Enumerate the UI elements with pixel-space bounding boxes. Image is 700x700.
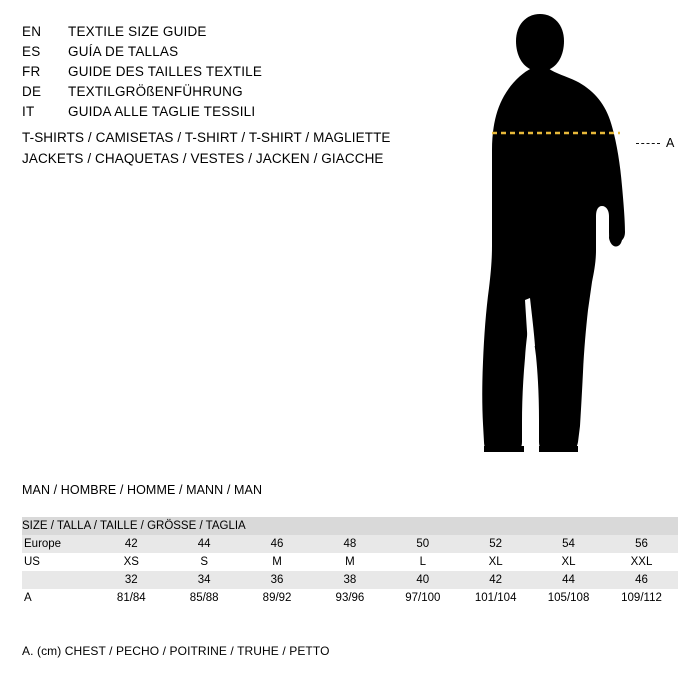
language-code: FR [22,64,41,79]
silhouette-svg [470,10,690,470]
footnote-chest: A. (cm) CHEST / PECHO / POITRINE / TRUHE / PETTO [22,644,330,658]
table-cell: 32 [95,571,168,589]
language-title: GUIDA ALLE TAGLIE TESSILI [68,104,256,119]
language-title: TEXTILE SIZE GUIDE [68,24,207,39]
language-code: IT [22,104,35,119]
table-cell: 42 [95,535,168,553]
language-title: TEXTILGRÖßENFÜHRUNG [68,84,243,99]
language-title: GUIDE DES TAILLES TEXTILE [68,64,263,79]
table-cell: 52 [459,535,532,553]
table-cell: 34 [168,571,241,589]
table-cell: 46 [241,535,314,553]
row-label-a: A [22,589,95,607]
table-cell: XXL [605,553,678,571]
category-line-tshirts: T-SHIRTS / CAMISETAS / T-SHIRT / T-SHIRT / MAGLIETTE [22,130,391,145]
table-cell: XL [532,553,605,571]
row-label-us: US [22,553,95,571]
table-cell: M [241,553,314,571]
table-cell: XL [459,553,532,571]
table-cell: 38 [314,571,387,589]
table-cell: 42 [459,571,532,589]
table-cell: 105/108 [532,589,605,607]
table-cell: M [314,553,387,571]
table-cell: 97/100 [386,589,459,607]
size-table-wrapper [22,517,678,607]
table-cell: 85/88 [168,589,241,607]
table-row [22,535,678,553]
table-cell: L [386,553,459,571]
language-title-block [22,22,442,122]
table-cell: 50 [386,535,459,553]
table-cell: 48 [314,535,387,553]
table-cell: 54 [532,535,605,553]
category-block [22,127,482,169]
table-cell: 89/92 [241,589,314,607]
row-label-us-numeric [22,571,95,589]
language-title: GUÍA DE TALLAS [68,44,179,59]
size-table [22,517,678,607]
table-cell: 93/96 [314,589,387,607]
language-code: ES [22,44,41,59]
table-cell: 56 [605,535,678,553]
table-cell: 40 [386,571,459,589]
table-row [22,571,678,589]
body-silhouette-figure [470,10,690,470]
language-row [22,42,442,62]
silhouette-shape [482,14,625,452]
table-section-label: MAN / HOMBRE / HOMME / MANN / MAN [22,483,263,497]
table-cell: S [168,553,241,571]
table-cell: 44 [168,535,241,553]
table-row [22,553,678,571]
table-cell: 46 [605,571,678,589]
table-cell: 101/104 [459,589,532,607]
language-row [22,22,442,42]
table-header-label: SIZE / TALLA / TAILLE / GRÖSSE / TAGLIA [22,517,678,535]
table-cell: 44 [532,571,605,589]
measure-leader-line [636,143,660,144]
table-cell: 36 [241,571,314,589]
language-row [22,102,442,122]
row-label-europe: Europe [22,535,95,553]
language-row [22,82,442,102]
language-code: DE [22,84,42,99]
language-row [22,62,442,82]
category-line-jackets: JACKETS / CHAQUETAS / VESTES / JACKEN / GIACCHE [22,151,384,166]
table-cell: 109/112 [605,589,678,607]
measure-label-a: A [666,136,675,150]
table-header-row [22,517,678,535]
table-cell: 81/84 [95,589,168,607]
language-code: EN [22,24,42,39]
table-row [22,589,678,607]
table-cell: XS [95,553,168,571]
